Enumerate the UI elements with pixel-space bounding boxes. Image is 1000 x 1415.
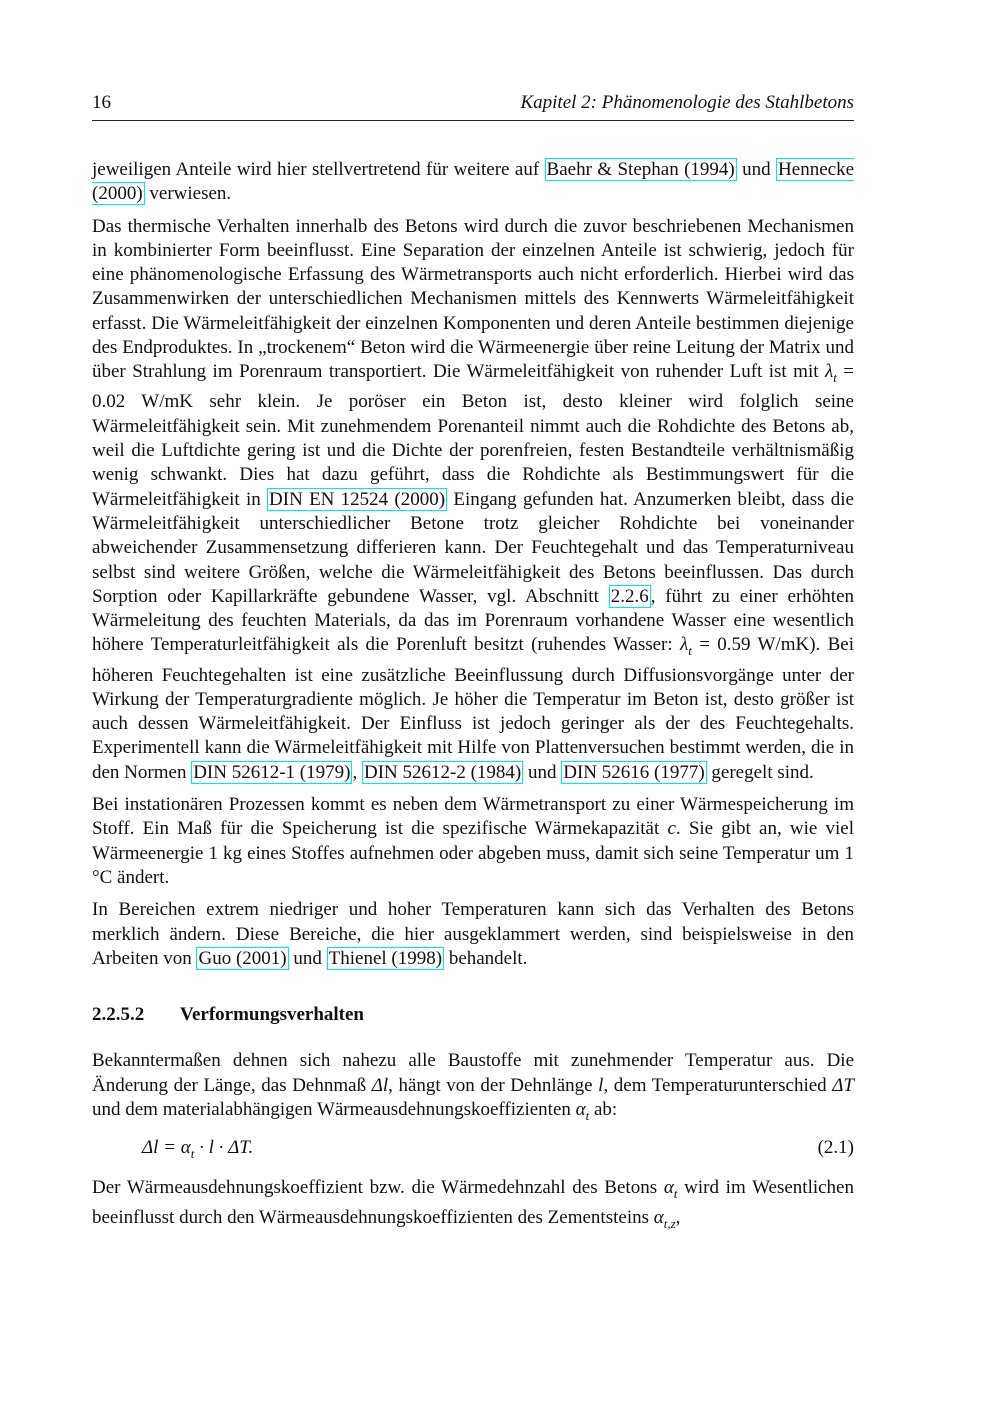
text: = 0.02 W/mK sehr klein. Je poröser ein Beton ist, desto kleiner wird folglich seine Wärmeleitfähigkeit sein. Mit zunehmendem Porenanteil nimmt auch die Rohdichte des Betons ab, weil die Luftdichte gering ist und die Dichte der porenfreien, festen Bestandteile verhältnismäßig wenig schwankt. Dies hat dazu geführt, dass die Rohdichte als Bestimmungswert für die Wärmeleitfähigkeit in [92,361,854,510]
text: behandelt. [444,947,528,969]
math-subscript: t [585,1107,590,1123]
math-subscript: t [688,643,692,659]
section-heading [92,1003,854,1027]
page-number: 16 [92,92,111,113]
text: Eingang gefunden hat. Anzumerken bleibt, dass die Wärmeleitfähigkeit unterschiedlicher Betone trotz gleicher Rohdichte bei voneinander abweichender Zusammensetzung differieren kann. Der Feuchtegehalt und das Temperaturniveau selbst sind weitere Größen, welche die Wärmeleitfähigkeit des Betons beeinflussen. Das durch Sorption oder Kapillarkräfte gebundene Wasser, vgl. Abschnitt [92,488,854,607]
citation-link[interactable]: Thienel (1998) [328,947,443,969]
math-symbol: λ [824,361,834,383]
text: , [675,1207,681,1229]
text: Bei instationären Prozessen kommt es neben dem Wärmetransport zu einer Wärmespeicherung im Stoff. Ein Maß für die Speicherung ist die spezifische Wärmekapazität [92,794,854,840]
text: und [288,947,327,969]
equation-rhs: · l · ΔT. [194,1137,254,1159]
text: Das thermische Verhalten innerhalb des Betons wird durch die zuvor beschriebenen Mechanismen in kombinierter Form beeinflusst. Eine Separation der einzelnen Anteile ist schwierig, jedoch für eine phänomenologische Erfassung des Wärmetransports auch nicht erforderlich. Hierbei wird das Zusammenwirken der unterschiedlichen Mechanismen mittels des Kennwerts Wärmeleitfähigkeit erfasst. Die Wärmeleitfähigkeit der einzelnen Komponenten und deren Anteile bestimmen diejenige des Endproduktes. In „trockenem“ Beton wird die Wärmeenergie über reine Leitung der Matrix und über Strahlung im Porenraum transportiert. Die Wärmeleitfähigkeit von ruhender Luft ist mit [92,215,854,383]
citation-link[interactable]: DIN 52616 (1977) [563,761,705,783]
math-subscript: t,z [663,1216,676,1232]
math-symbol: ΔT [832,1074,854,1096]
citation-link[interactable]: DIN EN 12524 (2000) [269,488,446,510]
text: In Bereichen extrem niedriger und hoher Temperaturen kann sich das Verhalten des Betons merklich ändern. Diese Bereiche, die hier ausgeklammert werden, sind beispielsweise in den Arbeiten von [92,899,854,969]
citation-link[interactable]: Guo (2001) [198,947,287,969]
text: . Sie gibt an, wie viel Wärmeenergie 1 kg eines Stoffes aufnehmen oder abgeben muss, damit sich seine Temperatur um 1 °C ändert. [92,818,854,888]
citation-link[interactable]: Baehr & Stephan (1994) [546,159,735,180]
text: , führt zu einer erhöhten Wärmeleitung des feuchten Materials, da das im Porenraum vorhandene Wasser eine wesentlich höhere Temperaturleitfähigkeit als die Porenluft besitzt (ruhendes Wasser: [92,585,855,656]
paragraph-6 [92,1176,854,1236]
paragraph-4 [92,898,854,971]
math-symbol: c [667,818,676,840]
math-symbol: α [575,1098,586,1120]
equation-lhs: Δl = α [142,1137,191,1159]
math-symbol: Δl [371,1074,389,1096]
paragraph-3 [92,793,854,890]
text: geregelt sind. [706,761,814,783]
math-symbol: l [598,1074,604,1096]
body-text [92,158,854,1244]
citation-link[interactable]: DIN 52612-1 (1979) [193,761,351,783]
running-title: Kapitel 2: Phänomenologie des Stahlbetons [520,92,854,113]
text: , hängt von der Dehnlänge [388,1074,599,1096]
citation-link[interactable]: Hennecke (2000) [92,159,855,205]
text: , [352,761,362,783]
equation-label: (2.1) [817,1137,854,1159]
equation-2-1 [142,1136,854,1166]
text: verwiesen. [144,183,232,205]
text: Bekanntermaßen dehnen sich nahezu alle Baustoffe mit zunehmender Temperatur aus. Die Änderung der Länge, das Dehnmaß [92,1050,854,1096]
math-symbol: α [653,1207,664,1229]
text: ab: [589,1098,618,1120]
math-symbol: α [663,1177,674,1199]
equation-body [142,1136,253,1166]
text: = 0.59 W/mK). Bei höheren Feuchtegehalten ist eine zusätzliche Beeinflussung durch Diffusionsvorgänge unter der Wirkung der Temperaturgradiente möglich. Je höher die Temperatur im Beton ist, desto größer ist auch dessen Wärmeleitfähigkeit. Der Einfluss ist jedoch geringer als der des Feuchtegehalts. Experimentell kann die Wärmeleitfähigkeit mit Hilfe von Plattenversuchen bestimmt werden, die in den Normen [92,634,854,783]
math-symbol: λ [680,634,689,656]
section-number: 2.2.5.2 [92,1004,145,1026]
paragraph-1 [92,158,854,207]
text: und dem materialabhängigen Wärmeausdehnungskoeffizienten [92,1098,576,1120]
section-link[interactable]: 2.2.6 [610,585,649,607]
text: Der Wärmeausdehnungskoeffizient bzw. die Wärmedehnzahl des Betons [92,1177,664,1199]
equation-subscript: t [190,1145,195,1161]
text: jeweiligen Anteile wird hier stellvertretend für weitere auf [92,159,545,180]
text: wird im Wesentlichen beeinflusst durch den Wärmeausdehnungskoeffizienten des Zementsteins [92,1177,854,1229]
math-subscript: t [833,370,837,386]
math-subscript: t [673,1185,678,1201]
paragraph-2 [92,215,854,785]
text: , dem Temperaturunterschied [603,1074,833,1096]
text: und [736,159,777,180]
page-header [92,92,854,121]
paragraph-5 [92,1049,854,1128]
citation-link[interactable]: DIN 52612-2 (1984) [363,761,522,783]
section-title: Verformungsverhalten [180,1004,364,1026]
text: und [523,761,562,783]
